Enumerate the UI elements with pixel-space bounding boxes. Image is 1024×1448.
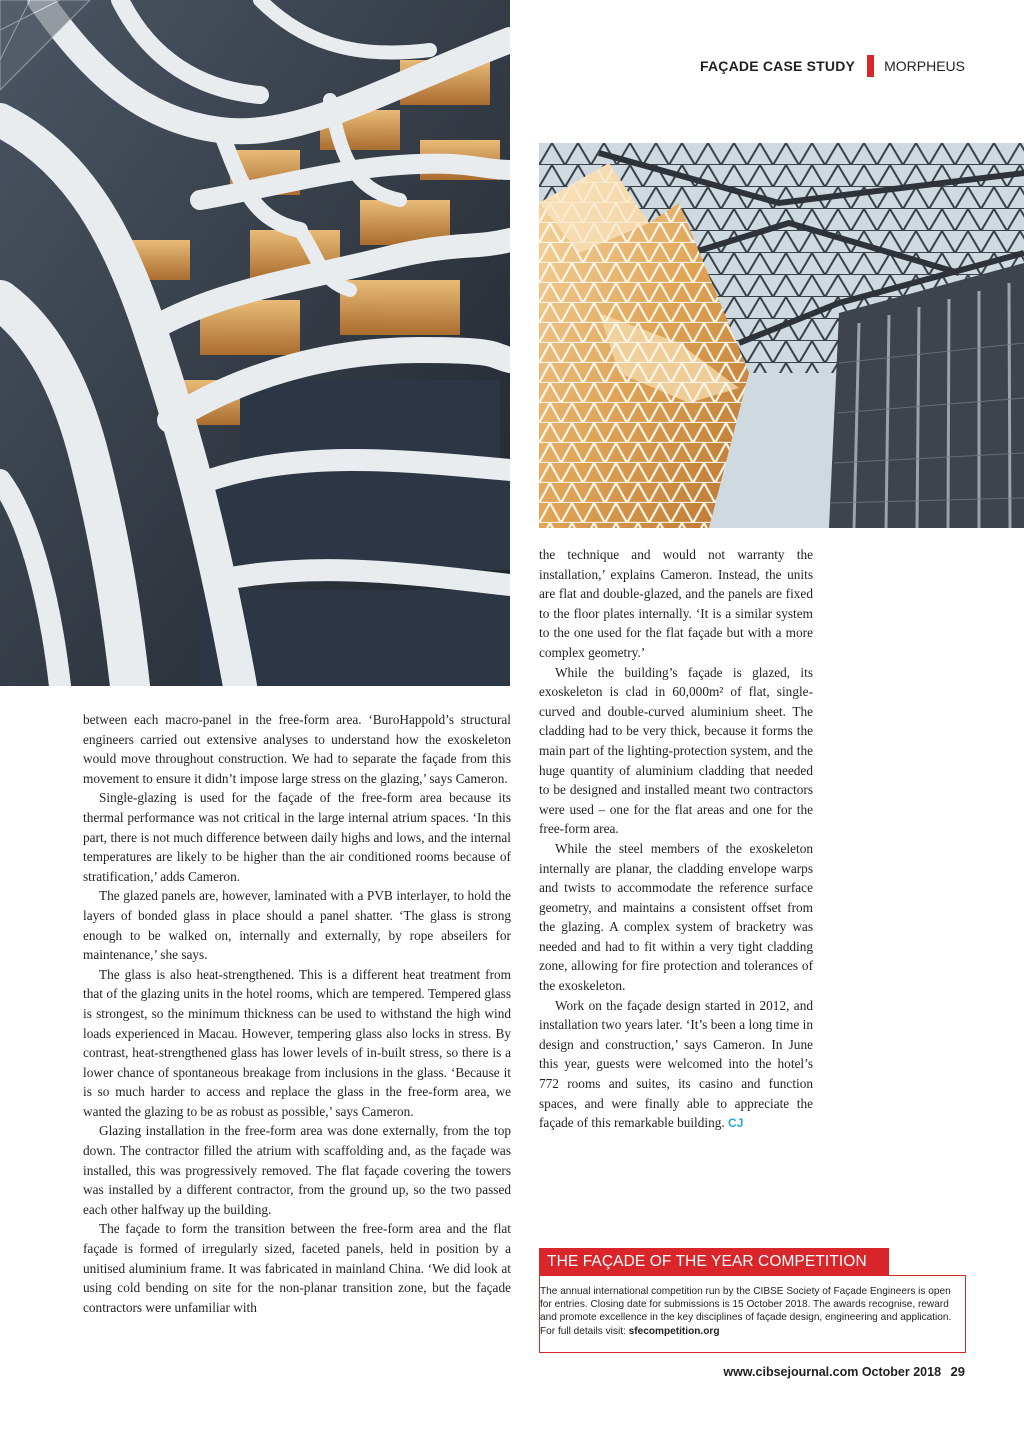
footer-site-link[interactable]: www.cibsejournal.com — [723, 1365, 859, 1379]
page-number: 29 — [950, 1364, 965, 1379]
paragraph: The façade to form the transition between the free-form area and the flat façade is formed of irregularly sized, faceted panels, held in position by a unitised aluminium frame. It was fabricated in mainland China. ‘We did look at using cold bending on site for the non-planar transition zone, but the façade contractors were unfamiliar with — [83, 1221, 511, 1315]
paragraph: While the building’s façade is glazed, its exoskeleton is clad in 60,000m² of flat, single-curved and double-curved aluminium sheet. The cladding had to be very thick, because it forms the main part of the lighting-protection system, and the huge quantity of aluminium cladding that needed to be designed and installed meant two contractors were used – one for the flat areas and one for the free-form area. — [539, 664, 813, 837]
boxout-text: The annual international competition run by the CIBSE Society of Façade Engineers is open for entries. Closing date for submissions is 15 October 2018. The awards recognise, reward and promote excellence in the key disciplines of façade design, engineering and application. For full details visit: — [540, 1286, 952, 1337]
paragraph: Single-glazing is used for the façade of the free-form area because its thermal performance was not critical in the large internal atrium spaces. ‘In this part, there is not much difference between daily highs and lows, and the internal temperatures are likely to be higher than the air conditioned rooms because of stratification,’ adds Cameron. — [83, 790, 511, 884]
section-label: FAÇADE CASE STUDY — [700, 58, 856, 74]
running-header — [700, 55, 965, 77]
footer-issue: October 2018 — [861, 1365, 942, 1379]
paragraph-final — [539, 996, 813, 1134]
page-footer — [723, 1364, 965, 1379]
paragraph: The glazed panels are, however, laminated with a PVB interlayer, to hold the layers of bonded glass in place should a panel shatter. ‘The glass is strong enough to be walked on, internally and externally, by rope abseilers for maintenance,’ she says. — [83, 888, 511, 963]
paragraph-text: Work on the façade design started in 2012, and installation two years later. ‘It’s been a long time in design and construction,’ says Cameron. In June this year, guests were welcomed into the hotel’s 772 rooms and suites, its casino and function spaces, and were finally able to appreciate the façade of this remarkable building. — [539, 997, 813, 1131]
paragraph: While the steel members of the exoskeleton internally are planar, the cladding envelope warps and twists to accommodate the reference surface geometry, and maintains a consistent offset from the glazing. A complex system of bracketry was needed and had to fit within a very tight cladding zone, allowing for fire protection and tolerances of the exoskeleton. — [539, 840, 813, 994]
boxout-title: THE FAÇADE OF THE YEAR COMPETITION — [539, 1248, 889, 1275]
competition-link[interactable]: sfecompetition.org — [628, 1325, 720, 1337]
boxout — [539, 1275, 966, 1353]
exoskeleton-illustration — [0, 0, 510, 686]
header-divider-bar — [867, 55, 874, 77]
topic-label: MORPHEUS — [884, 58, 965, 74]
paragraph: The glass is also heat-strengthened. This is a different heat treatment from that of the glazing units in the hotel rooms, which are tempered. Tempered glass is strongest, so the minimum thickness can be used to withstand the high wind loads experienced in Macau. However, tempering glass also locks in stress. By contrast, heat-strengthened glass has lower levels of in-built stress, so there is a lower chance of spontaneous breakage from inclusions in the glass. ‘Because it is so much harder to access and replace the glass in the free-form area, we wanted the glazing to be as robust as possible,’ says Cameron. — [83, 966, 511, 1119]
atrium-photo — [539, 143, 1024, 528]
paragraph: between each macro-panel in the free-form area. ‘BuroHappold’s structural engineers carried out extensive analyses to understand how the exoskeleton would move throughout construction. We had to separate the façade from this movement to ensure it didn’t impose large stress on the glazing,’ says Cameron. — [83, 712, 511, 786]
atrium-illustration — [539, 143, 1024, 528]
paragraph: the technique and would not warranty the installation,’ explains Cameron. Instead, the units are flat and double-glazed, and the panels are fixed to the floor plates internally. ‘It is a similar system to the one used for the flat façade but with a more complex geometry.’ — [539, 547, 813, 660]
body-column-right — [539, 545, 813, 1134]
end-mark: CJ — [728, 1116, 744, 1131]
body-column-left — [83, 710, 511, 1317]
paragraph: Glazing installation in the free-form area was done externally, from the top down. The contractor filled the atrium with scaffolding and, as the façade was installed, this was progressively removed. The flat façade covering the towers was installed by a different contractor, from the ground up, so the two passed each other halfway up the building. — [83, 1123, 511, 1217]
exoskeleton-photo — [0, 0, 510, 686]
